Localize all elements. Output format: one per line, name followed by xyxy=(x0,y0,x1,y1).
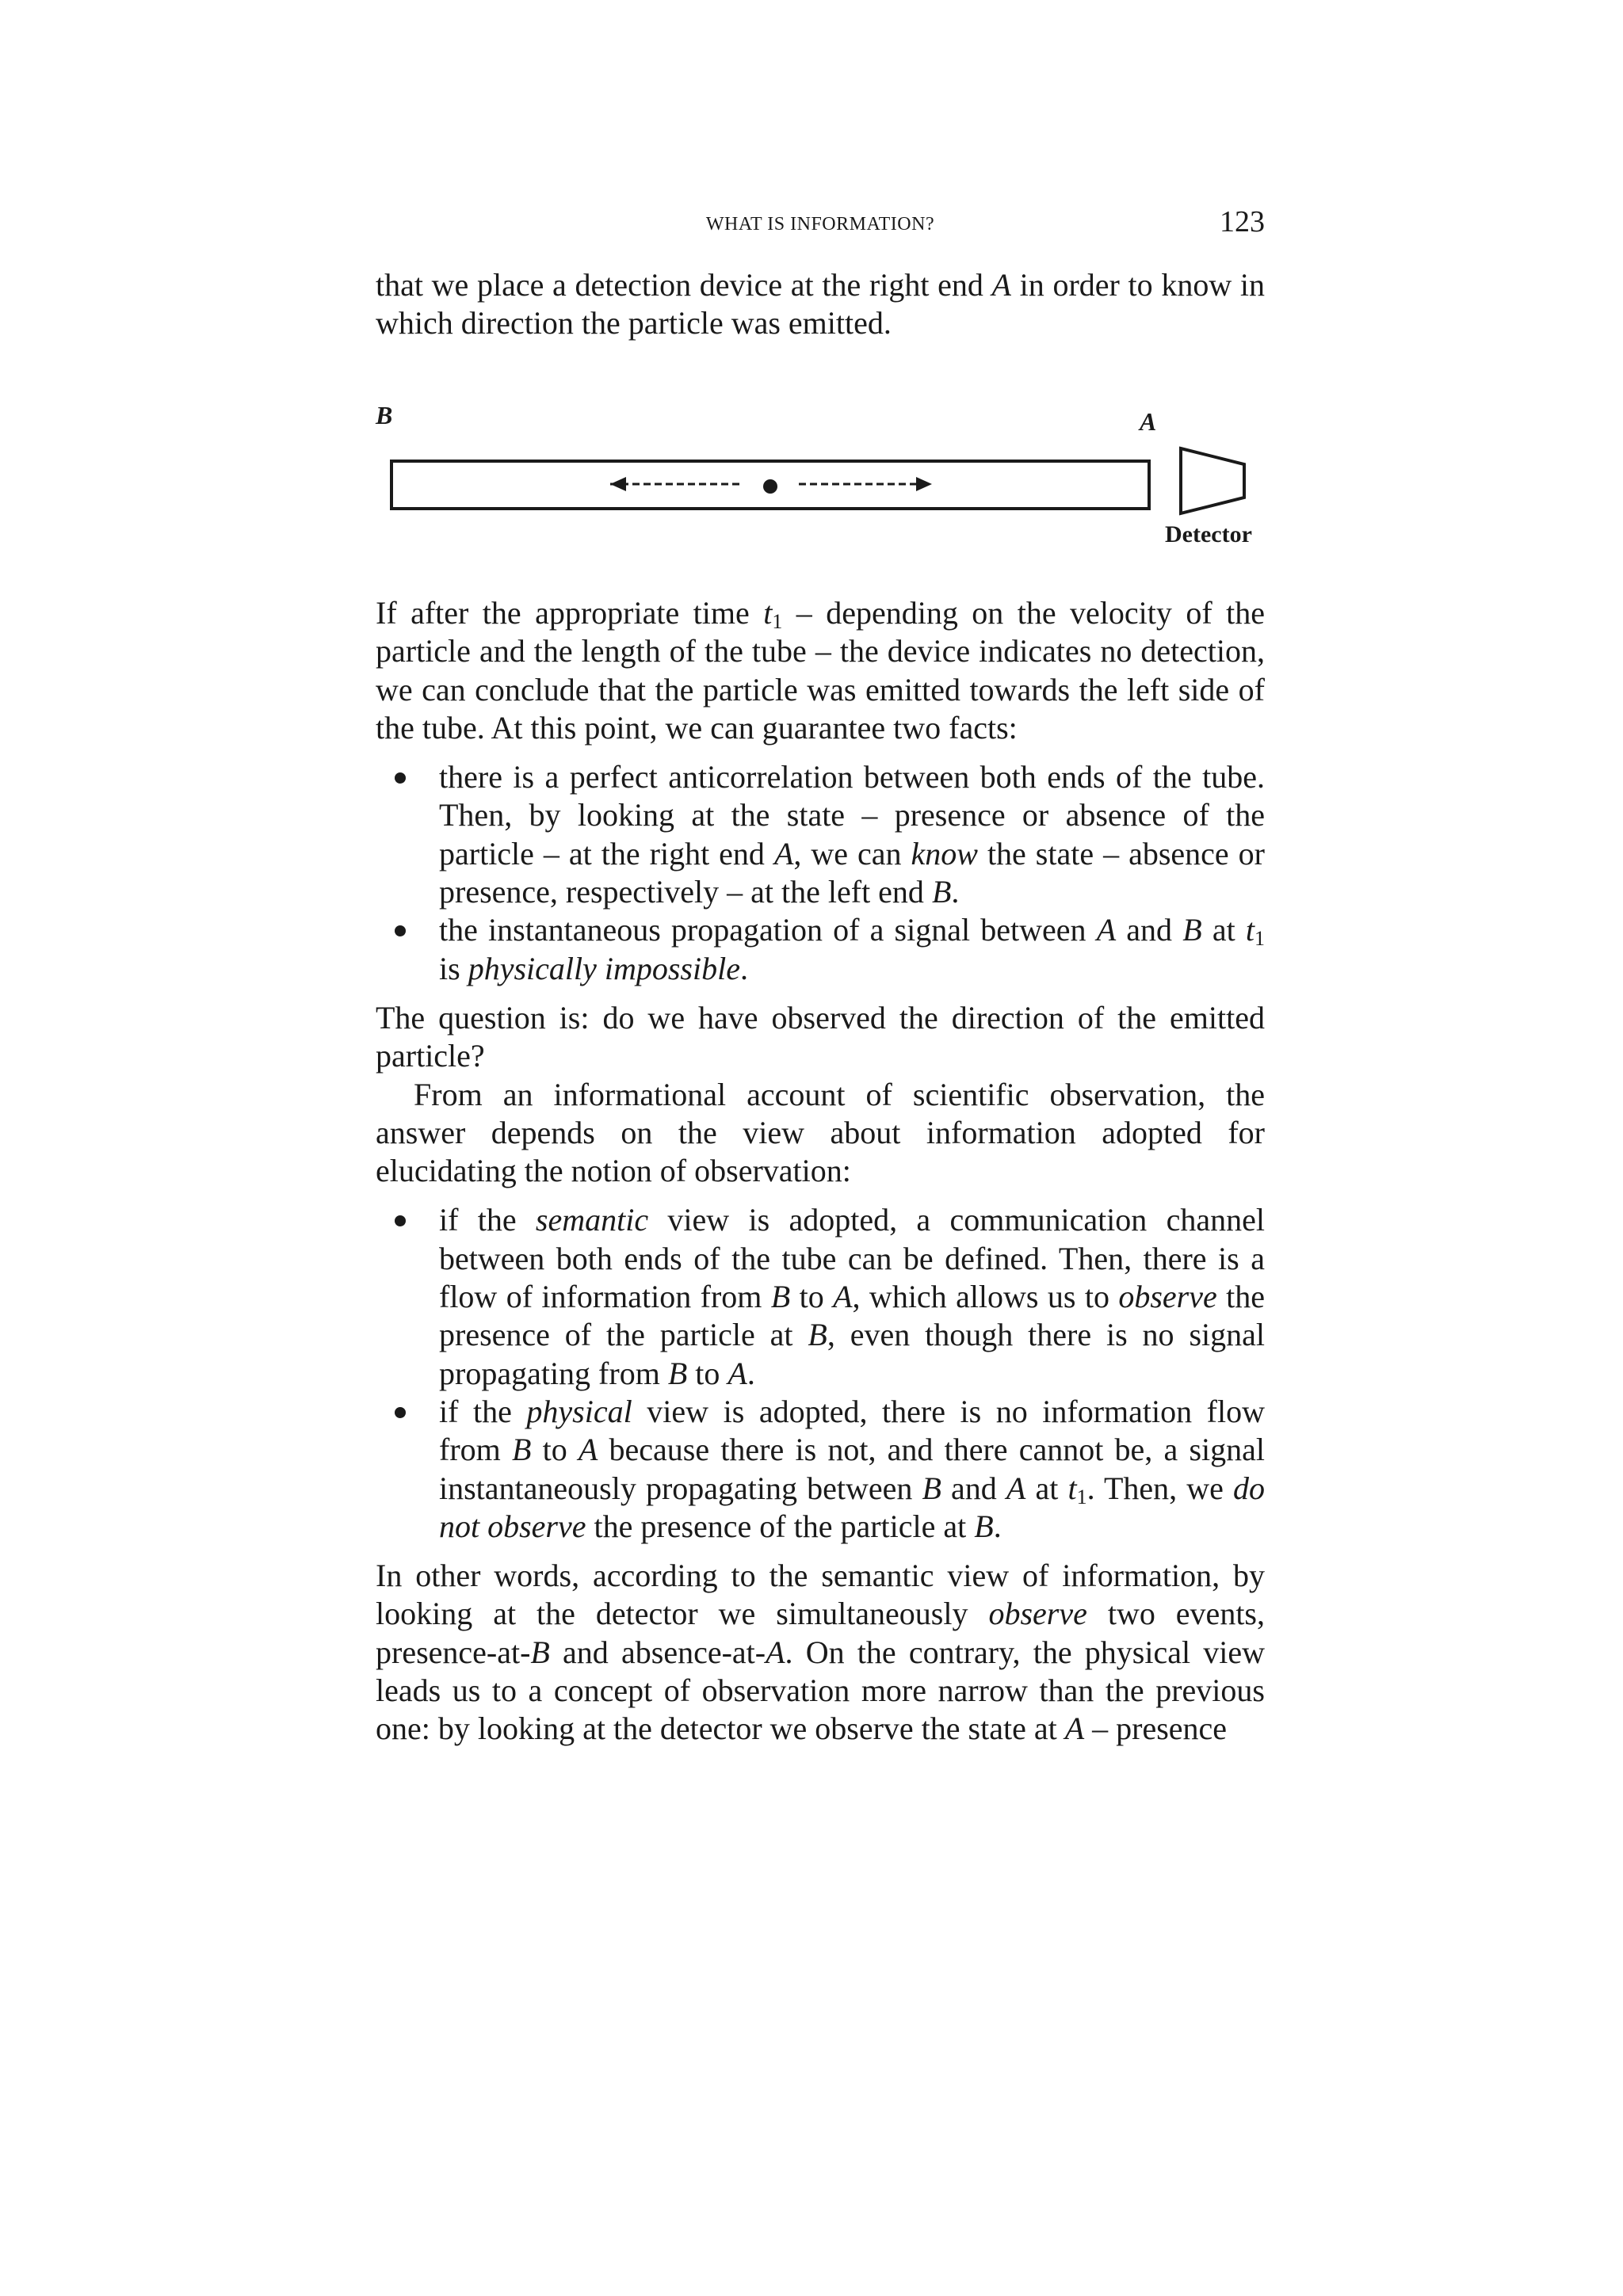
variable: B xyxy=(808,1317,827,1353)
text-run: view is adopted, there is no information flow from xyxy=(439,1393,1266,1468)
list-item xyxy=(376,911,1265,988)
bullet-icon xyxy=(395,1215,406,1226)
emphasis: physically impossible xyxy=(468,950,740,986)
detector-label: Detector xyxy=(1165,521,1252,547)
emphasis: know xyxy=(911,835,978,871)
view-list xyxy=(376,1201,1265,1546)
variable: A xyxy=(833,1279,853,1315)
variable: A xyxy=(773,835,794,871)
label-b: B xyxy=(376,401,393,429)
text-run: and xyxy=(941,1470,1006,1506)
text-run: – presence xyxy=(1084,1711,1228,1747)
variable: A xyxy=(1064,1711,1085,1747)
text-run: is xyxy=(439,950,468,986)
text-run: to xyxy=(790,1279,834,1315)
variable: B xyxy=(974,1508,994,1544)
text-run: . On the contrary, the physical view leads us to a concept of observation more narrow than the previous one: by looking at the detector we observe the state at xyxy=(376,1634,1266,1747)
variable-t: t xyxy=(1067,1470,1077,1506)
text-run: , which allows us to xyxy=(852,1279,1119,1315)
text-run: at xyxy=(1025,1470,1068,1506)
paragraph: The question is: do we have observed the direction of the emitted particle? xyxy=(376,999,1265,1074)
emphasis: observe xyxy=(1118,1279,1217,1315)
detector-shape xyxy=(1181,448,1244,513)
text-run: that we place a detection device at the right end xyxy=(376,267,992,303)
variable: B xyxy=(511,1432,532,1468)
text-run: . xyxy=(747,1355,755,1391)
text-run: . Then, we xyxy=(1086,1470,1234,1506)
bullet-icon xyxy=(395,1407,406,1418)
variable-t: t xyxy=(1245,912,1254,948)
text-run: if the xyxy=(439,1393,527,1429)
subscript: 1 xyxy=(772,610,783,633)
tube-drawing xyxy=(376,396,1265,563)
text-run: In other words, according to the semantic view of information, by looking at the detector we simultaneously xyxy=(376,1558,1265,1632)
text-run: the instantaneous propagation of a signal between xyxy=(439,912,1097,948)
text-run: – depending on the velocity of the particle and the length of the tube – the device indicates no detection, we can conclude that the particle was emitted towards the left side of the tube. At this point, we can guarantee two facts: xyxy=(376,595,1265,746)
text-run: to xyxy=(531,1432,579,1468)
text-run: . xyxy=(993,1508,1002,1544)
text-run: the presence of the particle at xyxy=(439,1279,1265,1353)
list-item xyxy=(376,1393,1265,1546)
text-run: and xyxy=(1116,912,1183,948)
emphasis: physical xyxy=(526,1393,632,1429)
variable: A xyxy=(578,1432,598,1468)
left-arrowhead xyxy=(610,477,626,491)
particle xyxy=(763,479,777,494)
variable: B xyxy=(1182,912,1202,948)
paragraph: From an informational account of scientific observation, the answer depends on the view about information adopted for elucidating the notion of observation: xyxy=(376,1076,1265,1189)
variable: B xyxy=(530,1634,550,1670)
text-run: the state – absence or presence, respectively – at the left end xyxy=(439,835,1265,910)
variable: B xyxy=(770,1279,791,1315)
subscript: 1 xyxy=(1254,927,1265,951)
subscript: 1 xyxy=(1076,1485,1087,1508)
text-run: , we can xyxy=(793,835,911,871)
text-run: If after the appropriate time xyxy=(376,595,764,631)
text-run: , even though there is no signal propagating from xyxy=(439,1317,1265,1391)
variable-a: A xyxy=(991,267,1011,303)
text-run: to xyxy=(687,1355,728,1391)
text-run: the presence of the particle at xyxy=(586,1508,975,1544)
emphasis: do not observe xyxy=(439,1470,1266,1544)
variable: B xyxy=(931,874,952,910)
fact-list xyxy=(376,758,1265,988)
variable: B xyxy=(667,1355,688,1391)
text-run: . xyxy=(739,950,748,986)
bullet-icon xyxy=(395,925,406,936)
paragraph-intro xyxy=(376,266,1265,343)
paragraph xyxy=(376,594,1265,747)
right-arrowhead xyxy=(916,477,932,491)
text-run: two events, presence-at- xyxy=(376,1596,1265,1670)
list-item xyxy=(376,758,1265,911)
tube-diagram xyxy=(376,396,1265,563)
variable-t: t xyxy=(763,595,773,631)
text-run: . xyxy=(951,874,960,910)
emphasis: observe xyxy=(988,1596,1087,1632)
paragraph xyxy=(376,1557,1265,1748)
list-item xyxy=(376,1201,1265,1392)
text-run: there is a perfect anticorrelation between both ends of the tube. Then, by looking at the state – presence or absence of the particle – at the right end xyxy=(439,759,1265,871)
text-run: because there is not, and there cannot be, a signal instantaneously propagating between xyxy=(439,1432,1265,1506)
emphasis: semantic xyxy=(535,1202,649,1238)
bullet-icon xyxy=(395,772,406,784)
running-head xyxy=(376,204,1265,244)
body-section-1 xyxy=(376,594,1265,1749)
text-run: at xyxy=(1201,912,1246,948)
variable: A xyxy=(727,1355,747,1391)
variable: A xyxy=(1096,912,1117,948)
variable: A xyxy=(1006,1470,1026,1506)
text-run: if the xyxy=(439,1202,536,1238)
variable: B xyxy=(922,1470,941,1506)
running-title: WHAT IS INFORMATION? xyxy=(705,214,935,235)
page-number: 123 xyxy=(1220,205,1265,238)
text-run: view is adopted, a communication channel between both ends of the tube can be defined. Then, there is a flow of information from xyxy=(439,1202,1265,1315)
label-a: A xyxy=(1140,407,1157,436)
variable: A xyxy=(766,1634,785,1670)
text-run: and absence-at- xyxy=(549,1634,766,1670)
text-run: in order to know in which direction the particle was emitted. xyxy=(376,267,1265,341)
